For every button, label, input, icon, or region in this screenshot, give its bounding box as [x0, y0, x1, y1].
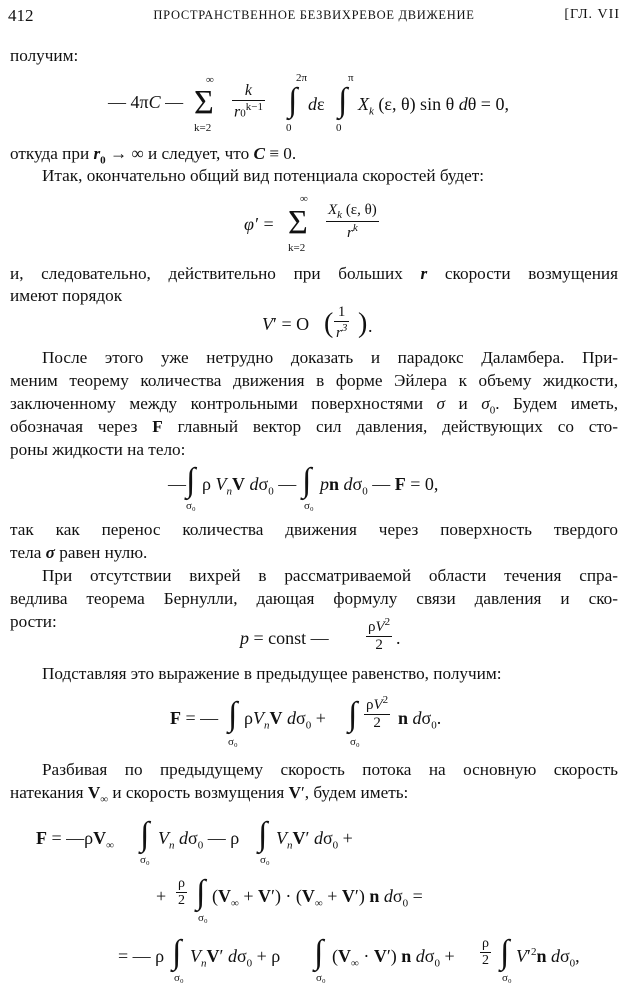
equation-4: — ∫ σ₀ ρ $V_nV$ $d\sigma_0$ — ∫ σ₀ pn $d\sigma_0$ — F = 0, [168, 462, 439, 512]
paragraph-line: и, следовательно, действительно при больших r скорости возмущения [10, 264, 618, 283]
paragraph-line: тела σ равен нулю. [10, 543, 148, 562]
equation-7-line-1: $F = —\rho V_\infty$ ∫ σ₀ $V_n$ $d\sigma_0$ — ρ ∫ σ₀ $V_nV'$ $d\sigma_0$ + [36, 816, 353, 866]
chapter-marker: [ГЛ. VII [564, 7, 620, 22]
equation-6: F = — ∫ σ₀ $\rho V_nV$ $d\sigma_0$ + ∫ σ₀ $\frac{\rho V^2}{2}$ n $d\sigma_0$. [170, 694, 442, 748]
paragraph-line: обозначая через F главный вектор сил давления, действующих со сто- [10, 417, 619, 436]
paragraph-line: После этого уже нетрудно доказать и парадокс Даламбера. При- [42, 348, 618, 367]
paragraph-line: рости: [10, 612, 57, 631]
page-number: 412 [8, 6, 34, 25]
paragraph-line: Подставляя это выражение в предыдущее равенство, получим: [42, 664, 502, 683]
paragraph-line: Итак, окончательно общий вид потенциала скоростей будет: [42, 166, 485, 185]
sum-upper-limit: ∞ [206, 74, 214, 86]
paragraph-line: заключенному между контрольными поверхностями σ и $\sigma_0$. Будем иметь, [10, 394, 619, 417]
paragraph-line: откуда при $r_0$ → ∞ и следует, что C ≡ 0. [10, 144, 297, 167]
paragraph-line: получим: [10, 46, 79, 65]
equation-3: V′ = O ( $\frac{1}{r^3}$ ) . [262, 304, 373, 341]
paragraph-line: ведлива теорема Бернулли, дающая формулу связи давления и ско- [10, 589, 618, 608]
sum-lower-limit: k=2 [194, 122, 212, 134]
running-header [8, 6, 620, 30]
running-title: ПРОСТРАНСТВЕННОЕ БЕЗВИХРЕВОЕ ДВИЖЕНИЕ [153, 8, 475, 22]
integral-upper-limit: 2π [296, 72, 308, 84]
paragraph-line: Разбивая по предыдущему скорость потока на основную скорость [42, 760, 618, 779]
equation-5: p = const — $\frac{\rho V^2}{2}$ . [240, 616, 401, 653]
paragraph-line: меним теорему количества движения в форме Эйлера к объему жидкости, [10, 371, 618, 390]
paragraph-line: натекания $V_\infty$ и скорость возмущения V′, будем иметь: [10, 783, 409, 806]
paragraph-line: так как перенос количества движения через поверхность твердого [10, 520, 618, 539]
integral-lower-limit: 0 [286, 122, 292, 134]
integral-upper-limit-pi: π [348, 72, 354, 84]
equation-2: φ′ = Σ ∞ k=2 $\frac{X_k (\varepsilon, \theta)}{r^k}$ [244, 193, 377, 254]
equation-7-line-3: = — ρ ∫ σ₀ $V_nV'$ $d\sigma_0 + \rho$ ∫ σ₀ $(V_\infty \cdot V')$ n $d\sigma_0$ + $\frac{\rho}{2}$ ∫ σ₀ $V'^2n$ $d\sigma_0$, [118, 934, 580, 984]
equation-1: — 4πC — Σ ∞ k=2 $\frac{k}{r0^{k-1}}$ ∫ 2π 0 dε ∫ π 0 $X_k$ (ε, θ) sin θ dθ = 0, [108, 72, 509, 134]
paragraph-line: При отсутствии вихрей в рассматриваемой области течения спра- [42, 566, 618, 585]
integral-lower-limit-2: 0 [336, 122, 342, 134]
equation-7-line-2: + $\frac{\rho}{2}$ ∫ σ₀ $(V_\infty + V') \cdot (V_\infty + V')$ n $d\sigma_0$ = [156, 874, 423, 924]
paragraph-line: имеют порядок [10, 286, 123, 305]
paragraph-line: роны жидкости на тело: [10, 440, 186, 459]
